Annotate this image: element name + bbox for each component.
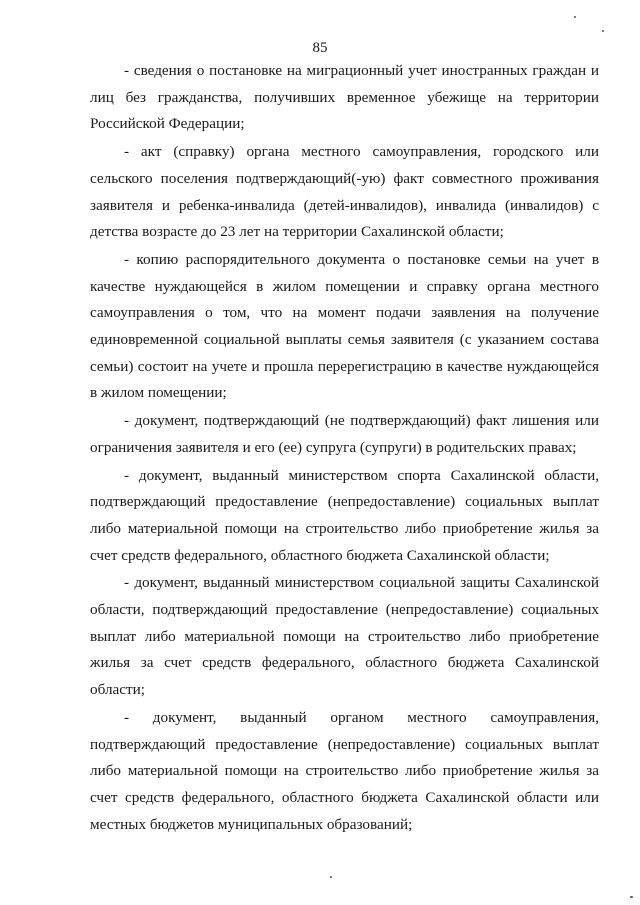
paragraph-social-ministry: - документ, выданный министерством социальной защиты Сахалинской области, подтверждающий предоставление (непредоставление) социальных выплат либо материальной помощи на строительство либо приобретение жилья за счет средств федерального, областного бюджета Сахалинской области; — [90, 574, 599, 699]
scan-speck — [574, 16, 576, 18]
paragraph-housing-registration: - копию распорядительного документа о постановке семьи на учет в качестве нуждающейся в жилом помещении и справку органа местного самоуправления о том, что на момент подачи заявления на получение единовременной социальной выплаты семья заявителя (с указанием состава семьи) состоит на учете и прошла перерегистрацию в качестве нуждающейся в жилом помещении; — [90, 250, 599, 402]
document-body — [90, 58, 599, 838]
paragraph-local-government: - документ, выданный органом местного самоуправления, подтверждающий предоставление (непредоставление) социальных выплат либо материальной помощи на строительство либо приобретение жилья за счет средств федерального, областного бюджета Сахалинской области или местных бюджетов муниципальных образований; — [90, 708, 599, 833]
paragraph-sports-ministry: - документ, выданный министерством спорта Сахалинской области, подтверждающий предоставление (непредоставление) социальных выплат либо материальной помощи на строительство либо приобретение жилья за счет средств федерального, областного бюджета Сахалинской области; — [90, 466, 599, 564]
scan-speck — [630, 896, 633, 898]
page-number: 85 — [312, 40, 328, 56]
paragraph-cohabitation-act: - акт (справку) органа местного самоуправления, городского или сельского поселения подтверждающий(-ую) факт совместного проживания заявителя и ребенка-инвалида (детей-инвалидов), инвалида (инвалидов) с детства возрасте до 23 лет на территории Сахалинской области; — [90, 143, 599, 241]
paragraph-parental-rights: - документ, подтверждающий (не подтверждающий) факт лишения или ограничения заявителя и его (ее) супруга (супруги) в родительских правах; — [90, 412, 599, 456]
scan-speck — [602, 30, 604, 32]
scan-speck — [330, 876, 332, 878]
paragraph-migration-record: - сведения о постановке на миграционный учет иностранных граждан и лиц без гражданства, получивших временное убежище на территории Российской Федерации; — [90, 62, 599, 133]
